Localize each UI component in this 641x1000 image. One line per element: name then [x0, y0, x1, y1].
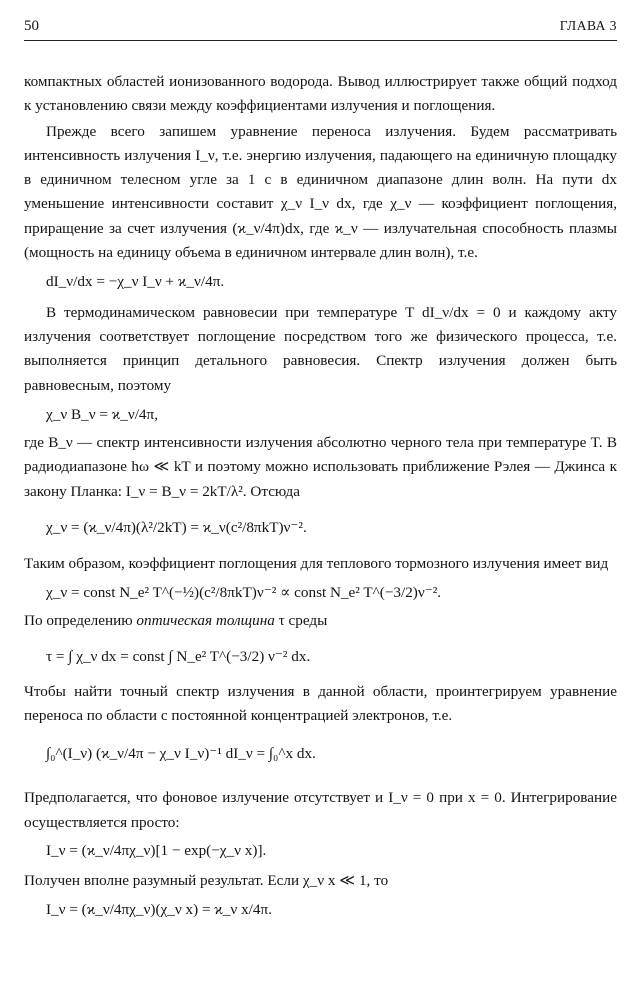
page-body [24, 70, 617, 922]
equation-balance: χ_ν B_ν = ϰ_ν/4π, [46, 405, 158, 423]
paragraph-9: Получен вполне разумный результат. Если χ_ν x ≪ 1, то [24, 872, 389, 890]
equation-optical-depth: τ = ∫ χ_ν dx = const ∫ N_e² T^(−3/2) ν⁻² dx. [46, 648, 311, 666]
chapter-title: ГЛАВА 3 [559, 18, 617, 33]
paragraph-8: Предполагается, что фоновое излучение отсутствует и I_ν = 0 при x = 0. Интегрирование осуществляется просто: [24, 789, 617, 831]
equation-bremsstrahlung: χ_ν = const N_e² T^(−½)(c²/8πkT)ν⁻² ∝ const N_e² T^(−3/2)ν⁻². [46, 583, 442, 601]
paragraph-6-suffix: τ среды [274, 611, 328, 629]
paragraph-7: Чтобы найти точный спектр излучения в данной области, проинтегрируем уравнение переноса по области с постоянной концентрацией электронов, т.е. [24, 682, 617, 724]
equation-optically-thin: I_ν = (ϰ_ν/4πχ_ν)(χ_ν x) = ϰ_ν x/4π. [46, 900, 272, 918]
paragraph-2: Прежде всего запишем уравнение переноса излучения. Будем рассматривать интенсивность излучения I_ν, т.е. энергию излучения, падающего на единичную площадку в единичном телесном угле за 1 с в единичном диапазоне длин волн. На пути dx уменьшение интенсивности составит χ_ν I_ν dx, где χ_ν — коэффициент поглощения, приращение за счет излучения (ϰ_ν/4π)dx, где ϰ_ν — излучательная способность плазмы (мощность на единицу объема в единичном интервале длин волн), т.е. [24, 122, 617, 262]
paragraph-6 [24, 609, 617, 633]
paragraph-3: В термодинамическом равновесии при температуре T dI_ν/dx = 0 и каждому акту излучения соответствует поглощение посредством того же физического процесса, т.е. выполняется принцип детального равновесия. Спектр излучения должен быть равновесным, поэтому [24, 303, 617, 394]
page-number: 50 [24, 18, 39, 34]
paragraph-4: где B_ν — спектр интенсивности излучения абсолютно черного тела при температуре T. В радиодиапазоне hω ≪ kT и поэтому можно использовать приближение Рэлея — Джинса к закону Планка: I_ν = B_ν = 2kT/λ². Отсюда [24, 434, 617, 500]
equation-absorption: χ_ν = (ϰ_ν/4π)(λ²/2kT) = ϰ_ν(c²/8πkT)ν⁻². [46, 519, 307, 537]
equation-transfer: dI_ν/dx = −χ_ν I_ν + ϰ_ν/4π. [46, 273, 225, 291]
paragraph-5: Таким образом, коэффициент поглощения для теплового тормозного излучения имеет вид [24, 555, 609, 573]
paragraph-1: компактных областей ионизованного водорода. Вывод иллюстрирует также общий подход к установлению связи между коэффициентами излучения и поглощения. [24, 73, 617, 115]
optical-depth-term: оптическая толщина [136, 611, 275, 629]
paragraph-6-prefix: По определению [24, 611, 137, 629]
running-header [24, 18, 617, 41]
equation-integral: ∫₀^(I_ν) (ϰ_ν/4π − χ_ν I_ν)⁻¹ dI_ν = ∫₀^x dx. [46, 745, 316, 763]
equation-solution: I_ν = (ϰ_ν/4πχ_ν)[1 − exp(−χ_ν x)]. [46, 842, 267, 860]
